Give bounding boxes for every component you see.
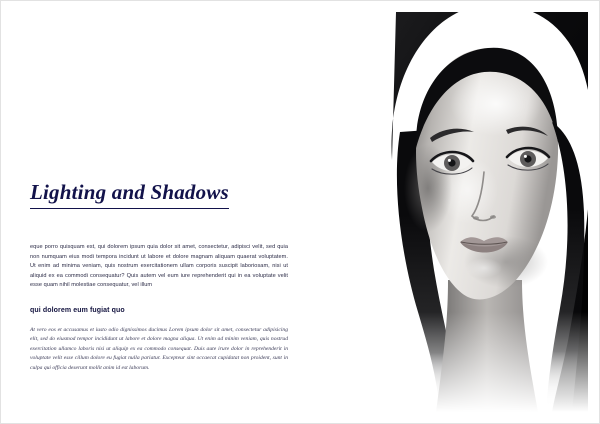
portrait-photo <box>356 12 588 412</box>
body-paragraph: eque porro quisquam est, qui dolorem ipsum quia dolor sit amet, consectetur, adipisci velit, sed quia non numquam eius modi tempora incidunt ut labore et dolore magnam aliquam quaerat voluptatem. Ut enim ad minima veniam, quis nostrum exercitationem ullam corporis suscipit laboriosam, nisi ut aliquid ex ea commodi consequatur? Quis autem vel eum iure reprehenderit qui in ea voluptate velit esse quam nihil molestiae consequatur, vel illum <box>30 244 288 289</box>
article-text-column <box>30 180 288 374</box>
portrait-illustration <box>356 12 588 412</box>
chin-highlight <box>466 258 502 278</box>
section-subheading: qui dolorem eum fugiat quo <box>30 306 125 314</box>
page-title: Lighting and Shadows <box>30 180 229 209</box>
photo-bottom-fade <box>356 312 588 412</box>
italic-paragraph: At vero eos et accusamus et iusto odio dignissimos ducimus Lorem ipsum dolor sit amet, consectetur adipisicing elit, sed do eiusmod tempor incididunt ut labore et dolore magna aliqua. Ut enim ad minim veniam, quis nostrud exercitation ullamco laboris nisi ut aliquip ex ea commodo consequat. Duis aute irure dolor in reprehenderit in voluptate velit esse cillum dolore eu fugiat nulla pariatur. Excepteur sint occaecat cupidatat non proident, sunt in culpa qui officia deserunt mollit anim id est laborum. <box>30 326 288 372</box>
